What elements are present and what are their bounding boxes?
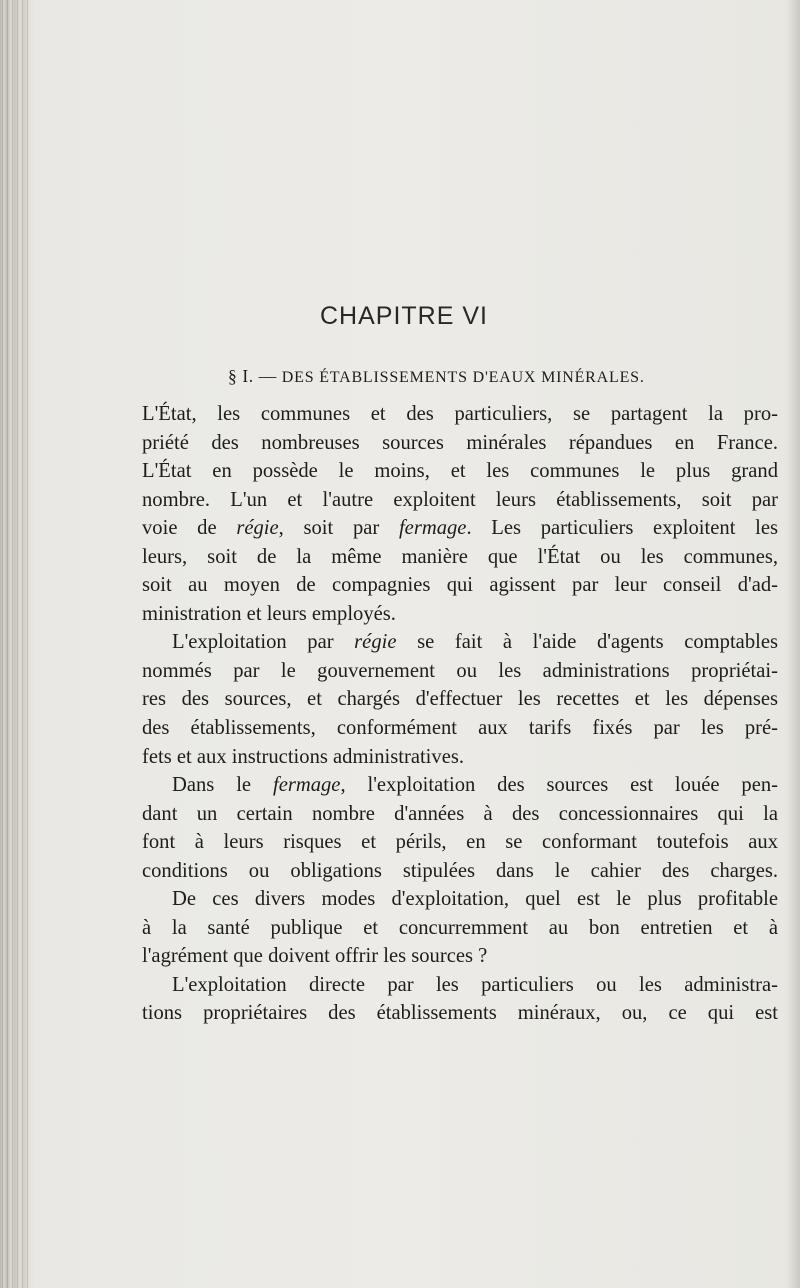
- emphasis-fermage: fermage: [398, 517, 467, 540]
- page-edge-shadow: [786, 0, 800, 1288]
- text-line: L'État en possède le moins, et les communes le plus grand: [142, 460, 778, 483]
- text-segment: se fait à l'aide d'agents comptables: [396, 631, 778, 654]
- binding-texture: [2, 0, 28, 1288]
- chapter-title: CHAPITRE VI: [320, 302, 488, 330]
- text-line: L'exploitation directe par les particuliers ou les administra-: [172, 973, 778, 996]
- emphasis-fermage: fermage: [272, 774, 341, 797]
- text-line: De ces divers modes d'exploitation, quel est le plus profitable: [172, 888, 778, 911]
- text-line: [142, 628, 778, 657]
- text-line: l'agrément que doivent offrir les sources ?: [142, 945, 488, 968]
- text-segment: , l'exploitation des sources est louée pen-: [340, 774, 779, 797]
- text-line: priété des nombreuses sources minérales répandues en France.: [142, 431, 778, 454]
- text-line: nommés par le gouvernement ou les administrations propriétai-: [142, 659, 778, 682]
- text-line: fets et aux instructions administratives.: [142, 745, 464, 768]
- text-line: des établissements, conformément aux tarifs fixés par les pré-: [142, 717, 778, 740]
- text-segment: L'exploitation par: [172, 631, 355, 654]
- text-line: à la santé publique et concurremment au bon entretien et à: [142, 916, 778, 939]
- text-line: [142, 771, 778, 800]
- text-line: L'État, les communes et des particuliers, se partagent la pro-: [142, 403, 778, 425]
- text-line: [142, 514, 778, 543]
- text-line: font à leurs risques et périls, en se conformant toutefois aux: [142, 831, 778, 854]
- section-heading: [228, 366, 645, 387]
- body-text: [142, 400, 778, 1028]
- text-segment: Dans le: [172, 774, 273, 797]
- text-line: conditions ou obligations stipulées dans le cahier des charges.: [142, 859, 778, 882]
- text-line: tions propriétaires des établissements minéraux, ou, ce qui est: [142, 1002, 778, 1025]
- emphasis-regie: régie: [236, 517, 279, 540]
- text-line: res des sources, et chargés d'effectuer les recettes et les dépenses: [142, 688, 778, 711]
- text-line: nombre. L'un et l'autre exploitent leurs établissements, soit par: [142, 488, 778, 511]
- section-mark: § I. —: [228, 366, 277, 386]
- text-segment: , soit par: [278, 517, 399, 540]
- text-segment: voie de: [142, 517, 237, 540]
- text-line: dant un certain nombre d'années à des concessionnaires qui la: [142, 802, 778, 825]
- emphasis-regie: régie: [354, 631, 397, 654]
- text-segment: . Les particuliers exploitent les: [466, 517, 778, 540]
- section-title: DES ÉTABLISSEMENTS D'EAUX MINÉRALES.: [281, 369, 645, 386]
- text-line: leurs, soit de la même manière que l'État ou les communes,: [142, 545, 778, 568]
- text-line: ministration et leurs employés.: [142, 602, 396, 625]
- text-line: soit au moyen de compagnies qui agissent par leur conseil d'ad-: [142, 574, 778, 597]
